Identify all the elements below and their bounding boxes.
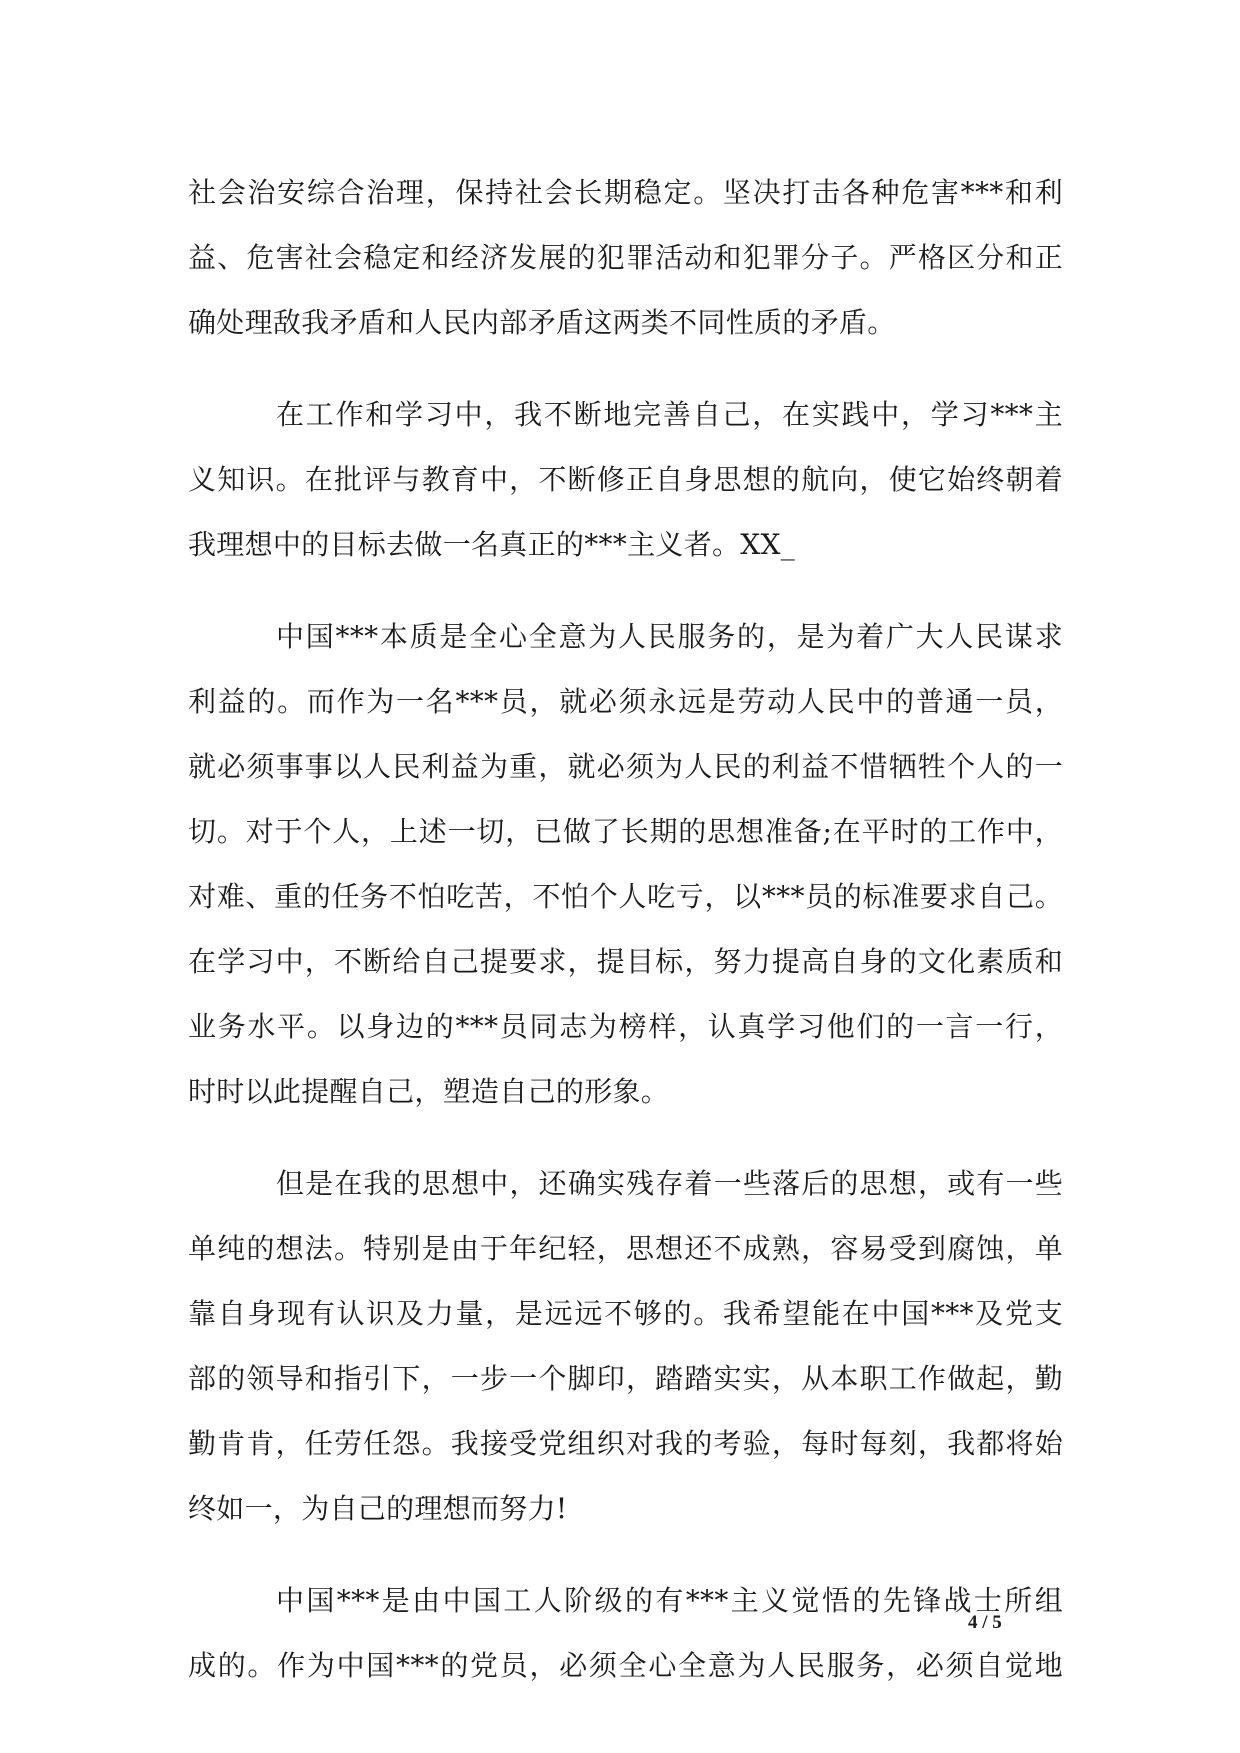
text-line: 益、危害社会稳定和经济发展的犯罪活动和犯罪分子。严格区分和正	[188, 241, 1063, 274]
text-line: 切。对于个人，上述一切，已做了长期的思想准备;在平时的工作中，	[188, 815, 1063, 848]
text-line: 成的。作为中国***的党员，必须全心全意为人民服务，必须自觉地	[188, 1649, 1063, 1682]
text-line: 我理想中的目标去做一名真正的***主义者。XX_	[188, 528, 796, 561]
text-line: 部的领导和指引下，一步一个脚印，踏踏实实，从本职工作做起，勤	[188, 1362, 1063, 1395]
text-line: 业务水平。以身边的***员同志为榜样，认真学习他们的一言一行，	[188, 1010, 1063, 1043]
text-line: 对难、重的任务不怕吃苦，不怕个人吃亏，以***员的标准要求自己。	[188, 880, 1063, 913]
paragraph	[188, 382, 1063, 577]
text-line: 单纯的想法。特别是由于年纪轻，思想还不成熟，容易受到腐蚀，单	[188, 1232, 1063, 1265]
text-line: 勤肯肯，任劳任怨。我接受党组织对我的考验，每时每刻，我都将始	[188, 1427, 1063, 1460]
paragraph	[188, 604, 1063, 1124]
text-line: 终如一，为自己的理想而努力!	[188, 1492, 568, 1525]
text-line: 在工作和学习中，我不断地完善自己，在实践中，学习***主	[276, 398, 1063, 431]
text-line: 确处理敌我矛盾和人民内部矛盾这两类不同性质的矛盾。	[188, 306, 896, 339]
page-number: 4 / 5	[968, 1612, 1002, 1633]
text-line: 利益的。而作为一名***员，就必须永远是劳动人民中的普通一员，	[188, 685, 1063, 718]
text-line: 时时以此提醒自己，塑造自己的形象。	[188, 1075, 670, 1108]
text-line: 但是在我的思想中，还确实残存着一些落后的思想，或有一些	[276, 1167, 1063, 1200]
text-line: 靠自身现有认识及力量，是远远不够的。我希望能在中国***及党支	[188, 1297, 1063, 1330]
text-line: 中国***是由中国工人阶级的有***主义觉悟的先锋战士所组	[276, 1584, 1063, 1617]
text-line: 中国***本质是全心全意为人民服务的，是为着广大人民谋求	[276, 620, 1063, 653]
text-line: 就必须事事以人民利益为重，就必须为人民的利益不惜牺牲个人的一	[188, 750, 1063, 783]
paragraph	[188, 1568, 1063, 1698]
document-body	[188, 160, 1063, 1698]
text-line: 在学习中，不断给自己提要求，提目标，努力提高自身的文化素质和	[188, 945, 1063, 978]
text-line: 义知识。在批评与教育中，不断修正自身思想的航向，使它始终朝着	[188, 463, 1063, 496]
paragraph	[188, 160, 1063, 355]
text-line: 社会治安综合治理，保持社会长期稳定。坚决打击各种危害***和利	[188, 176, 1063, 209]
paragraph	[188, 1151, 1063, 1541]
